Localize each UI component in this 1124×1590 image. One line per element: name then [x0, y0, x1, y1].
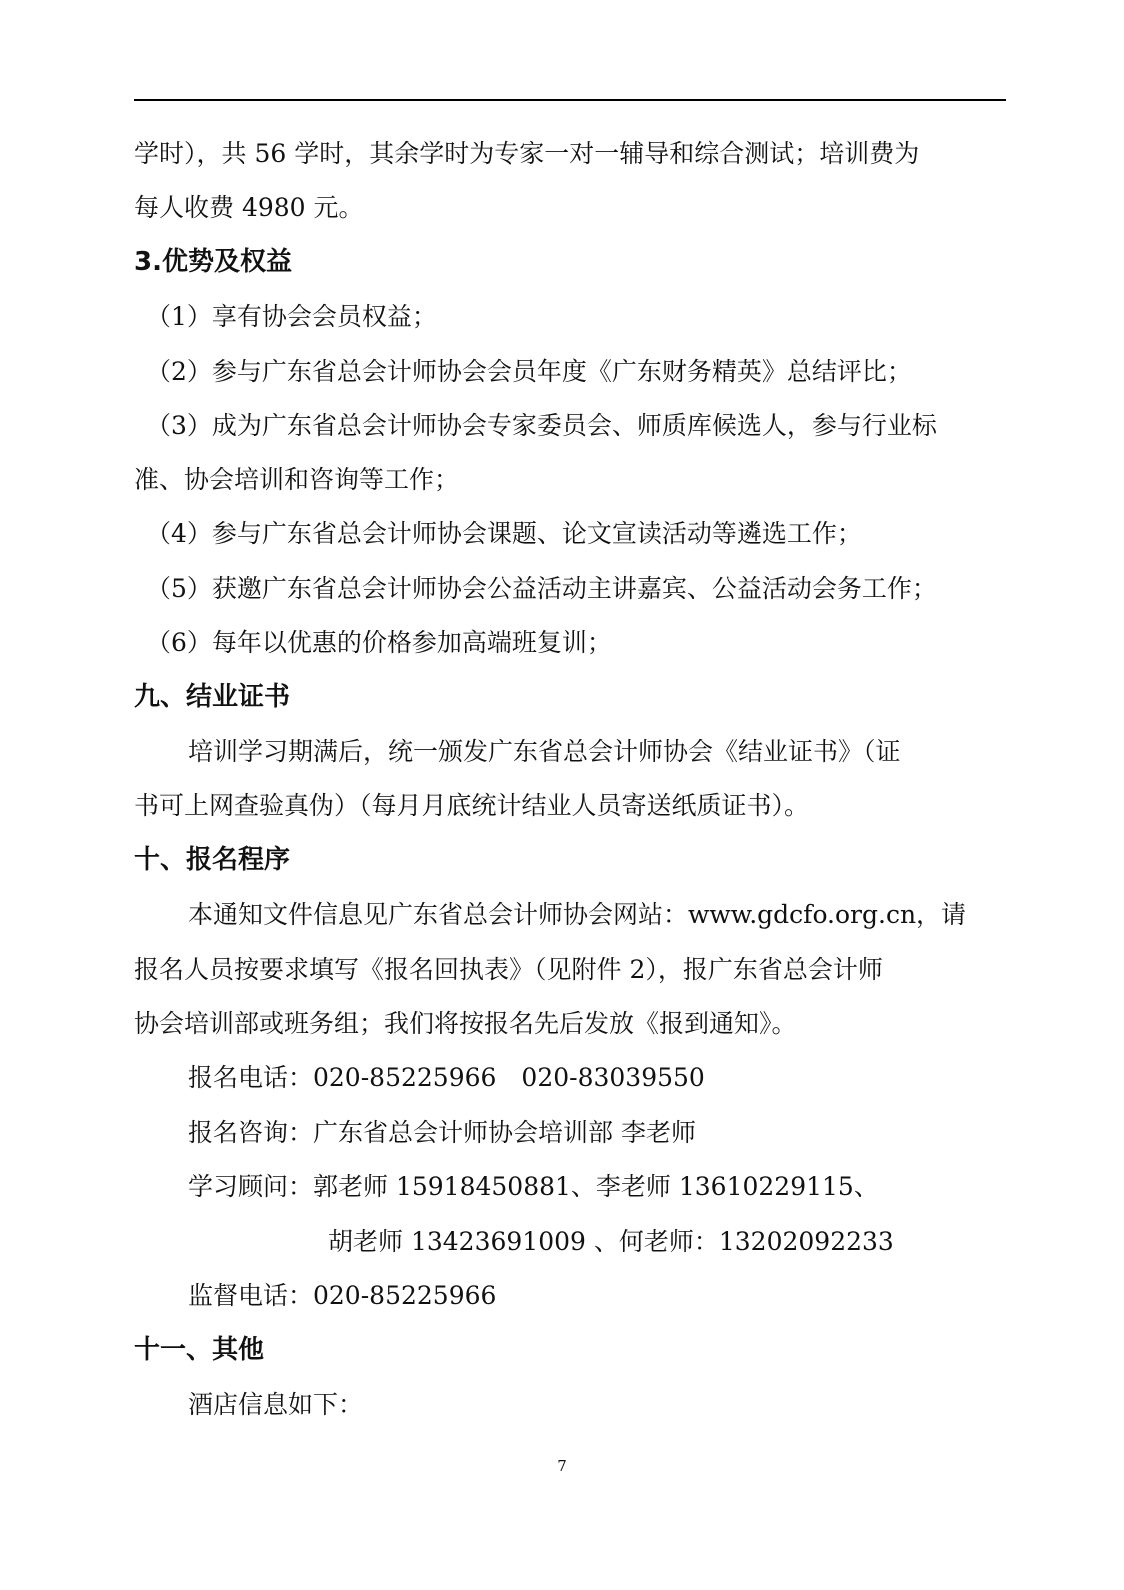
- advantage-item-1: （1）享有协会会员权益；: [146, 302, 437, 331]
- advantage-item-3-continued: 准、协会培训和咨询等工作；: [134, 465, 460, 494]
- registration-line-3: 协会培训部或班务组；我们将按报名先后发放《报到通知》。: [134, 1009, 797, 1038]
- section-heading-advantages: 3.优势及权益: [134, 247, 292, 277]
- certificate-line-1: 培训学习期满后，统一颁发广东省总会计师协会《结业证书》（证: [188, 737, 901, 766]
- section-heading-certificate: 九、结业证书: [134, 682, 291, 712]
- header-rule: [134, 99, 1006, 101]
- registration-phone: 报名电话：020-85225966 020-83039550: [188, 1063, 705, 1092]
- fee-paragraph-line-2: 每人收费 4980 元。: [134, 193, 364, 222]
- advantage-item-6: （6）每年以优惠的价格参加高端班复训；: [146, 628, 612, 657]
- registration-supervision: 监督电话：020-85225966: [188, 1281, 497, 1310]
- advantage-item-3: （3）成为广东省总会计师协会专家委员会、师质库候选人，参与行业标: [146, 411, 937, 440]
- section-heading-registration: 十、报名程序: [134, 845, 291, 875]
- registration-advisors-2: 胡老师 13423691009 、何老师：13202092233: [328, 1227, 894, 1256]
- advantage-item-2: （2）参与广东省总会计师协会会员年度《广东财务精英》总结评比；: [146, 357, 912, 386]
- page-number: 7: [557, 1457, 567, 1475]
- registration-line-2: 报名人员按要求填写《报名回执表》（见附件 2），报广东省总会计师: [134, 955, 883, 984]
- registration-line-1: 本通知文件信息见广东省总会计师协会网站：www.gdcfo.org.cn，请: [188, 900, 967, 929]
- other-line-1: 酒店信息如下：: [188, 1390, 364, 1419]
- advantage-item-5: （5）获邀广东省总会计师协会公益活动主讲嘉宾、公益活动会务工作；: [146, 574, 937, 603]
- registration-advisors-1: 学习顾问：郭老师 15918450881、李老师 13610229115、: [188, 1172, 879, 1201]
- registration-consult: 报名咨询：广东省总会计师协会培训部 李老师: [188, 1118, 696, 1147]
- section-heading-other: 十一、其他: [134, 1335, 265, 1365]
- advantage-item-4: （4）参与广东省总会计师协会课题、论文宣读活动等遴选工作；: [146, 519, 862, 548]
- certificate-line-2: 书可上网查验真伪）（每月月底统计结业人员寄送纸质证书）。: [134, 791, 810, 820]
- fee-paragraph-line-1: 学时），共 56 学时，其余学时为专家一对一辅导和综合测试；培训费为: [134, 139, 920, 168]
